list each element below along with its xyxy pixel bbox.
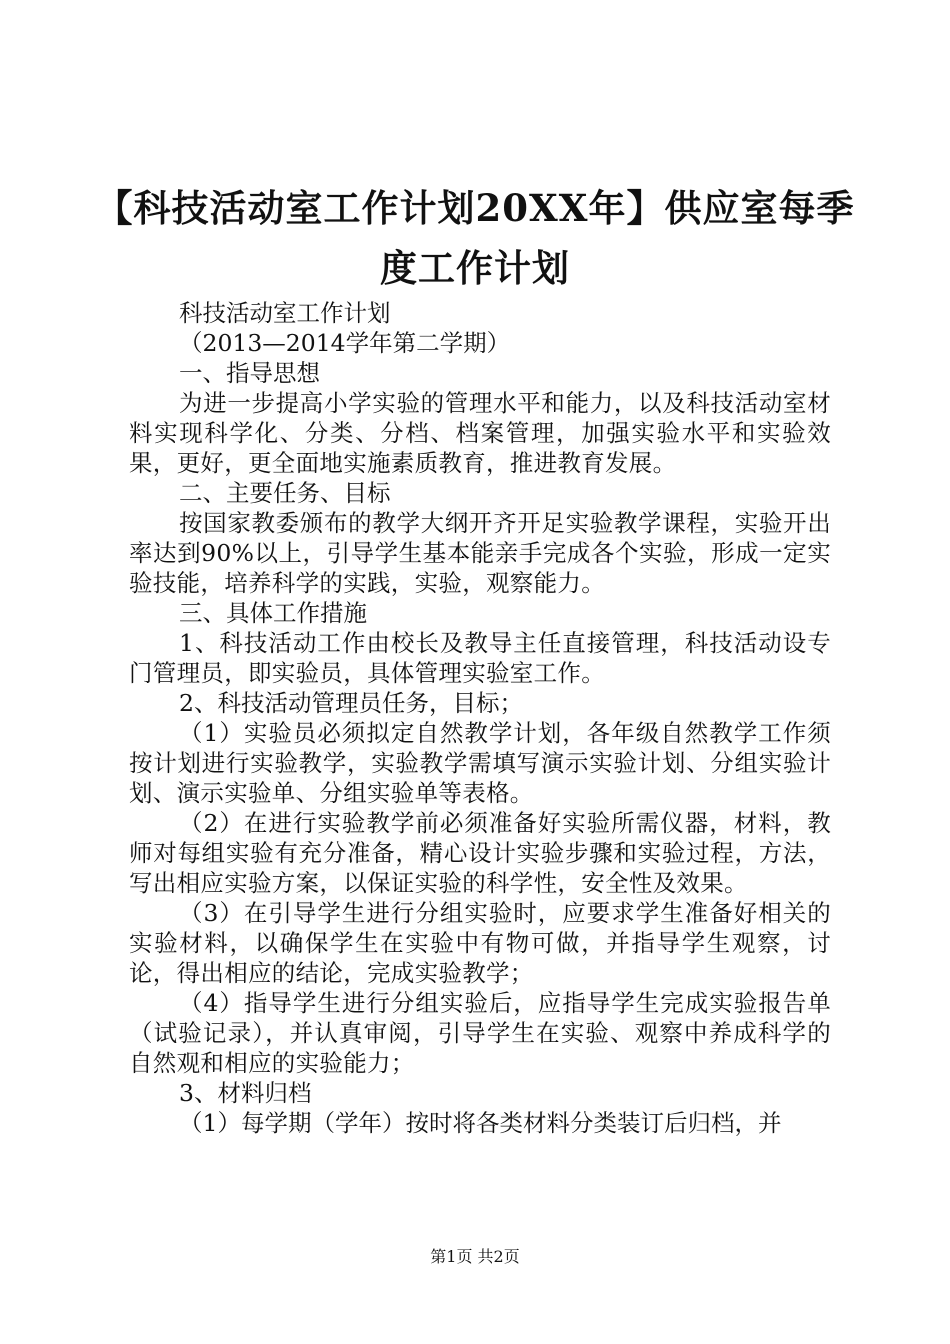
section-heading-3: 三、具体工作措施: [179, 599, 367, 627]
plan-heading: 科技活动室工作计划: [179, 299, 391, 327]
semester-line: （2013—2014学年第二学期）: [179, 329, 511, 357]
paragraph: （4）指导学生进行分组实验后，应指导学生完成实验报告单（试验记录），并认真审阅，引导学生在实验、观察中养成科学的自然观和相应的实验能力；: [129, 989, 831, 1077]
paragraph: 为进一步提高小学实验的管理水平和能力，以及科技活动室材料实现科学化、分类、分档、档案管理，加强实验水平和实验效果，更好，更全面地实施素质教育，推进教育发展。: [129, 389, 831, 477]
paragraph: （1）每学期（学年）按时将各类材料分类装订后归档，并: [179, 1109, 782, 1137]
paragraph: 1、科技活动工作由校长及教导主任直接管理，科技活动设专门管理员，即实验员，具体管理实验室工作。: [129, 629, 831, 687]
paragraph: （2）在进行实验教学前必须准备好实验所需仪器，材料，教师对每组实验有充分准备，精心设计实验步骤和实验过程，方法，写出相应实验方案，以保证实验的科学性，安全性及效果。: [129, 809, 831, 897]
paragraph: 按国家教委颁布的教学大纲开齐开足实验教学课程，实验开出率达到90%以上，引导学生基本能亲手完成各个实验，形成一定实验技能，培养科学的实践，实验，观察能力。: [129, 509, 831, 597]
title-line-1: 【科技活动室工作计划20XX年】供应室每季: [95, 186, 855, 230]
document-body: [129, 298, 831, 1138]
title-line-2: 度工作计划: [380, 246, 570, 290]
paragraph: （3）在引导学生进行分组实验时，应要求学生准备好相关的实验材料，以确保学生在实验中有物可做，并指导学生观察，讨论，得出相应的结论，完成实验教学；: [129, 899, 831, 987]
document-title: [80, 178, 870, 298]
page-footer: 第1页 共2页: [430, 1247, 520, 1266]
paragraph: （1）实验员必须拟定自然教学计划，各年级自然教学工作须按计划进行实验教学，实验教学需填写演示实验计划、分组实验计划、演示实验单、分组实验单等表格。: [129, 719, 831, 807]
section-heading-2: 二、主要任务、目标: [179, 479, 391, 507]
section-heading-4: 3、材料归档: [179, 1079, 312, 1107]
paragraph: 2、科技活动管理员任务，目标；: [179, 689, 523, 717]
section-heading-1: 一、指导思想: [179, 359, 320, 387]
